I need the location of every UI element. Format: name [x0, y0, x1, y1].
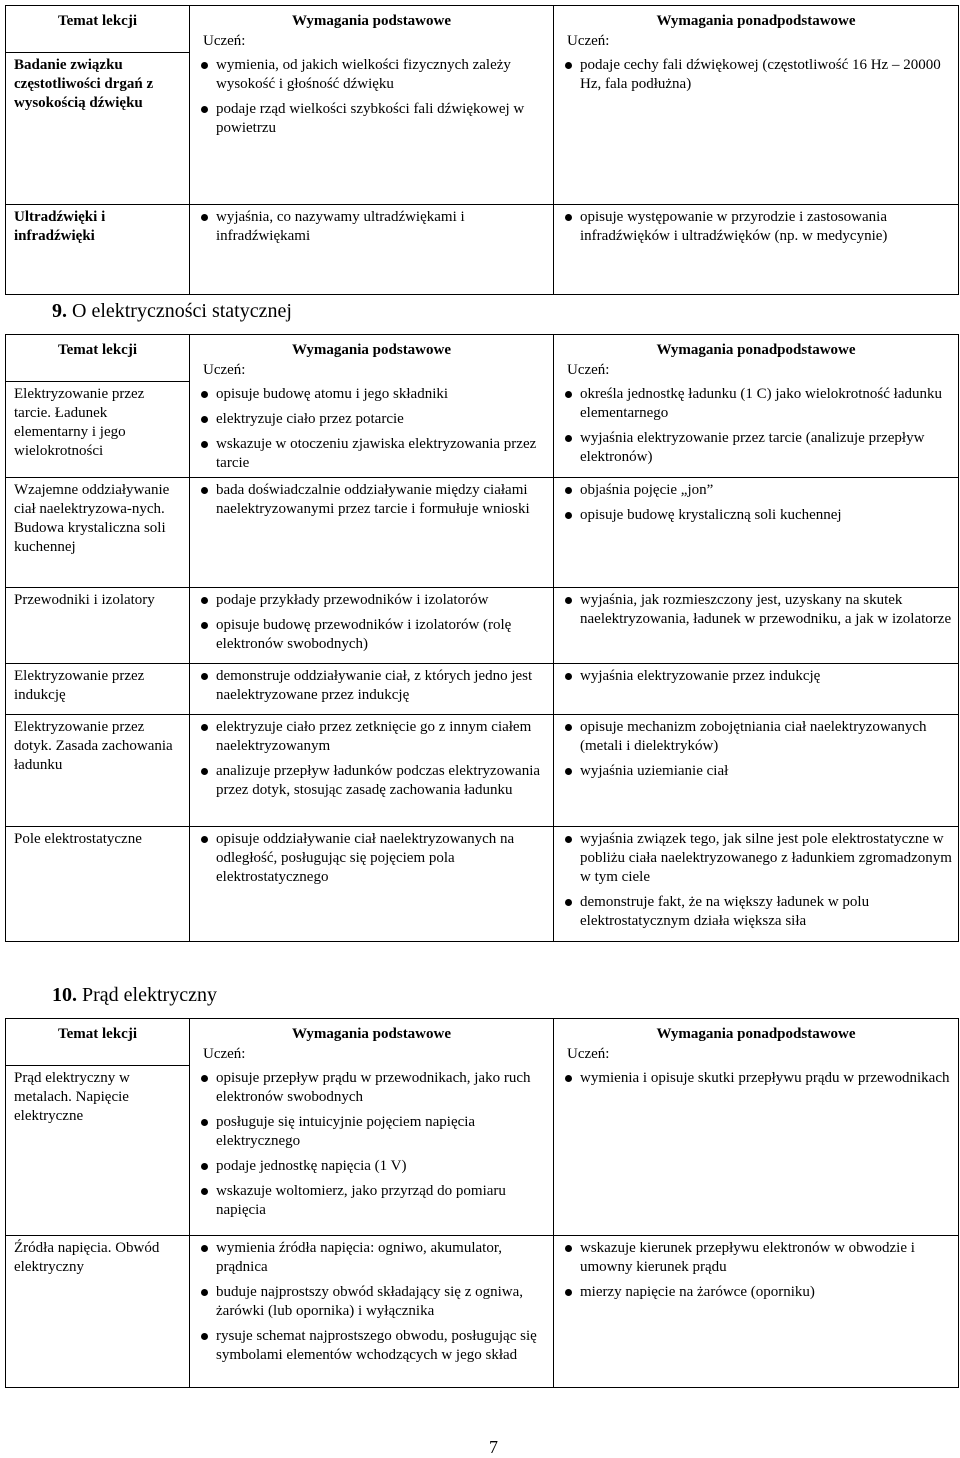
header-extended: Wymagania ponadpodstawowe	[554, 1019, 959, 1046]
list-item: posługuje się intuicyjnie pojęciem napięcia elektrycznego	[196, 1113, 547, 1151]
list-item: opisuje oddziaływanie ciał naelektryzowanych na odległość, posługując się pojęciem pola elektrostatycznego	[196, 830, 547, 887]
topic-cell: Prąd elektryczny w metalach. Napięcie elektryczne	[6, 1066, 190, 1236]
student-label: Uczeń:	[567, 362, 610, 378]
header-topic: Temat lekcji	[6, 1019, 190, 1046]
table-row	[6, 1236, 959, 1388]
list-item: wyjaśnia elektryzowanie przez indukcję	[560, 667, 952, 686]
header-topic: Temat lekcji	[6, 335, 190, 362]
student-label: Uczeń:	[567, 33, 610, 49]
list-item: podaje cechy fali dźwiękowej (częstotliwość 16 Hz – 20000 Hz, fala podłużna)	[560, 56, 952, 94]
list-item: wyjaśnia, jak rozmieszczony jest, uzyskany na skutek naelektryzowania, ładunek w przewodniku, a jak w izolatorze	[560, 591, 952, 629]
requirements-table-static-electricity	[5, 334, 959, 942]
table-row	[6, 53, 959, 205]
list-item: opisuje budowę atomu i jego składniki	[196, 385, 547, 404]
list-item: wyjaśnia elektryzowanie przez tarcie (analizuje przepływ elektronów)	[560, 429, 952, 467]
student-label: Uczeń:	[567, 1046, 610, 1062]
student-label: Uczeń:	[203, 33, 246, 49]
header-basic: Wymagania podstawowe	[190, 1019, 554, 1046]
list-item: wskazuje w otoczeniu zjawiska elektryzowania przez tarcie	[196, 435, 547, 473]
table-row	[6, 588, 959, 664]
list-item: analizuje przepływ ładunków podczas elektryzowania przez dotyk, stosując zasadę zachowania ładunku	[196, 762, 547, 800]
list-item: wymienia i opisuje skutki przepływu prądu w przewodnikach	[560, 1069, 952, 1088]
section-heading-9: 9. O elektryczności statycznej	[52, 300, 292, 322]
header-topic: Temat lekcji	[6, 6, 190, 33]
list-item: buduje najprostszy obwód składający się z ogniwa, żarówki (lub opornika) i wyłącznika	[196, 1283, 547, 1321]
table-row	[6, 205, 959, 295]
requirements-table-electric-current	[5, 1018, 959, 1388]
page-number: 7	[489, 1437, 498, 1457]
list-item: wymienia źródła napięcia: ogniwo, akumulator, prądnica	[196, 1239, 547, 1277]
header-extended: Wymagania ponadpodstawowe	[554, 335, 959, 362]
student-label: Uczeń:	[203, 1046, 246, 1062]
table-row	[6, 715, 959, 827]
list-item: mierzy napięcie na żarówce (oporniku)	[560, 1283, 952, 1302]
topic-cell: Elektryzowanie przez tarcie. Ładunek elementarny i jego wielokrotności	[6, 382, 190, 478]
table-row	[6, 1066, 959, 1236]
header-basic: Wymagania podstawowe	[190, 6, 554, 33]
list-item: podaje rząd wielkości szybkości fali dźwiękowej w powietrzu	[196, 100, 547, 138]
list-item: opisuje budowę przewodników i izolatorów (rolę elektronów swobodnych)	[196, 616, 547, 654]
list-item: bada doświadczalnie oddziaływanie między ciałami naelektryzowanymi przez tarcie i formułuje wnioski	[196, 481, 547, 519]
list-item: opisuje przepływ prądu w przewodnikach, jako ruch elektronów swobodnych	[196, 1069, 547, 1107]
list-item: wskazuje woltomierz, jako przyrząd do pomiaru napięcia	[196, 1182, 547, 1220]
topic-cell: Ultradźwięki i infradźwięki	[6, 205, 190, 295]
list-item: podaje jednostkę napięcia (1 V)	[196, 1157, 547, 1176]
list-item: demonstruje fakt, że na większy ładunek w polu elektrostatycznym działa większa siła	[560, 893, 952, 931]
header-basic: Wymagania podstawowe	[190, 335, 554, 362]
list-item: wymienia, od jakich wielkości fizycznych zależy wysokość i głośność dźwięku	[196, 56, 547, 94]
topic-cell: Badanie związku częstotliwości drgań z wysokością dźwięku	[6, 53, 190, 205]
list-item: wyjaśnia uziemianie ciał	[560, 762, 952, 781]
requirements-table-sound	[5, 5, 959, 295]
table-row	[6, 478, 959, 588]
section-heading-10: 10. Prąd elektryczny	[52, 984, 217, 1006]
topic-cell: Pole elektrostatyczne	[6, 827, 190, 942]
topic-cell: Wzajemne oddziaływanie ciał naelektryzowa-nych. Budowa krystaliczna soli kuchennej	[6, 478, 190, 588]
topic-cell: Źródła napięcia. Obwód elektryczny	[6, 1236, 190, 1388]
list-item: opisuje budowę krystaliczną soli kuchennej	[560, 506, 952, 525]
list-item: określa jednostkę ładunku (1 C) jako wielokrotność ładunku elementarnego	[560, 385, 952, 423]
topic-cell: Elektryzowanie przez indukcję	[6, 664, 190, 715]
topic-cell: Przewodniki i izolatory	[6, 588, 190, 664]
list-item: elektryzuje ciało przez zetknięcie go z innym ciałem naelektryzowanym	[196, 718, 547, 756]
table-row	[6, 664, 959, 715]
list-item: opisuje występowanie w przyrodzie i zastosowania infradźwięków i ultradźwięków (np. w medycynie)	[560, 208, 952, 246]
list-item: objaśnia pojęcie „jon”	[560, 481, 952, 500]
table-row	[6, 827, 959, 942]
list-item: opisuje mechanizm zobojętniania ciał naelektryzowanych (metali i dielektryków)	[560, 718, 952, 756]
topic-cell: Elektryzowanie przez dotyk. Zasada zachowania ładunku	[6, 715, 190, 827]
list-item: rysuje schemat najprostszego obwodu, posługując się symbolami elementów wchodzących w jego skład	[196, 1327, 547, 1365]
header-extended: Wymagania ponadpodstawowe	[554, 6, 959, 33]
list-item: podaje przykłady przewodników i izolatorów	[196, 591, 547, 610]
student-label: Uczeń:	[203, 362, 246, 378]
list-item: wskazuje kierunek przepływu elektronów w obwodzie i umowny kierunek prądu	[560, 1239, 952, 1277]
list-item: wyjaśnia związek tego, jak silne jest pole elektrostatyczne w pobliżu ciała naelektryzowanego z ładunkiem zgromadzonym w tym ciele	[560, 830, 952, 887]
table-row	[6, 382, 959, 478]
list-item: demonstruje oddziaływanie ciał, z których jedno jest naelektryzowane przez indukcję	[196, 667, 547, 705]
list-item: elektryzuje ciało przez potarcie	[196, 410, 547, 429]
list-item: wyjaśnia, co nazywamy ultradźwiękami i infradźwiękami	[196, 208, 547, 246]
